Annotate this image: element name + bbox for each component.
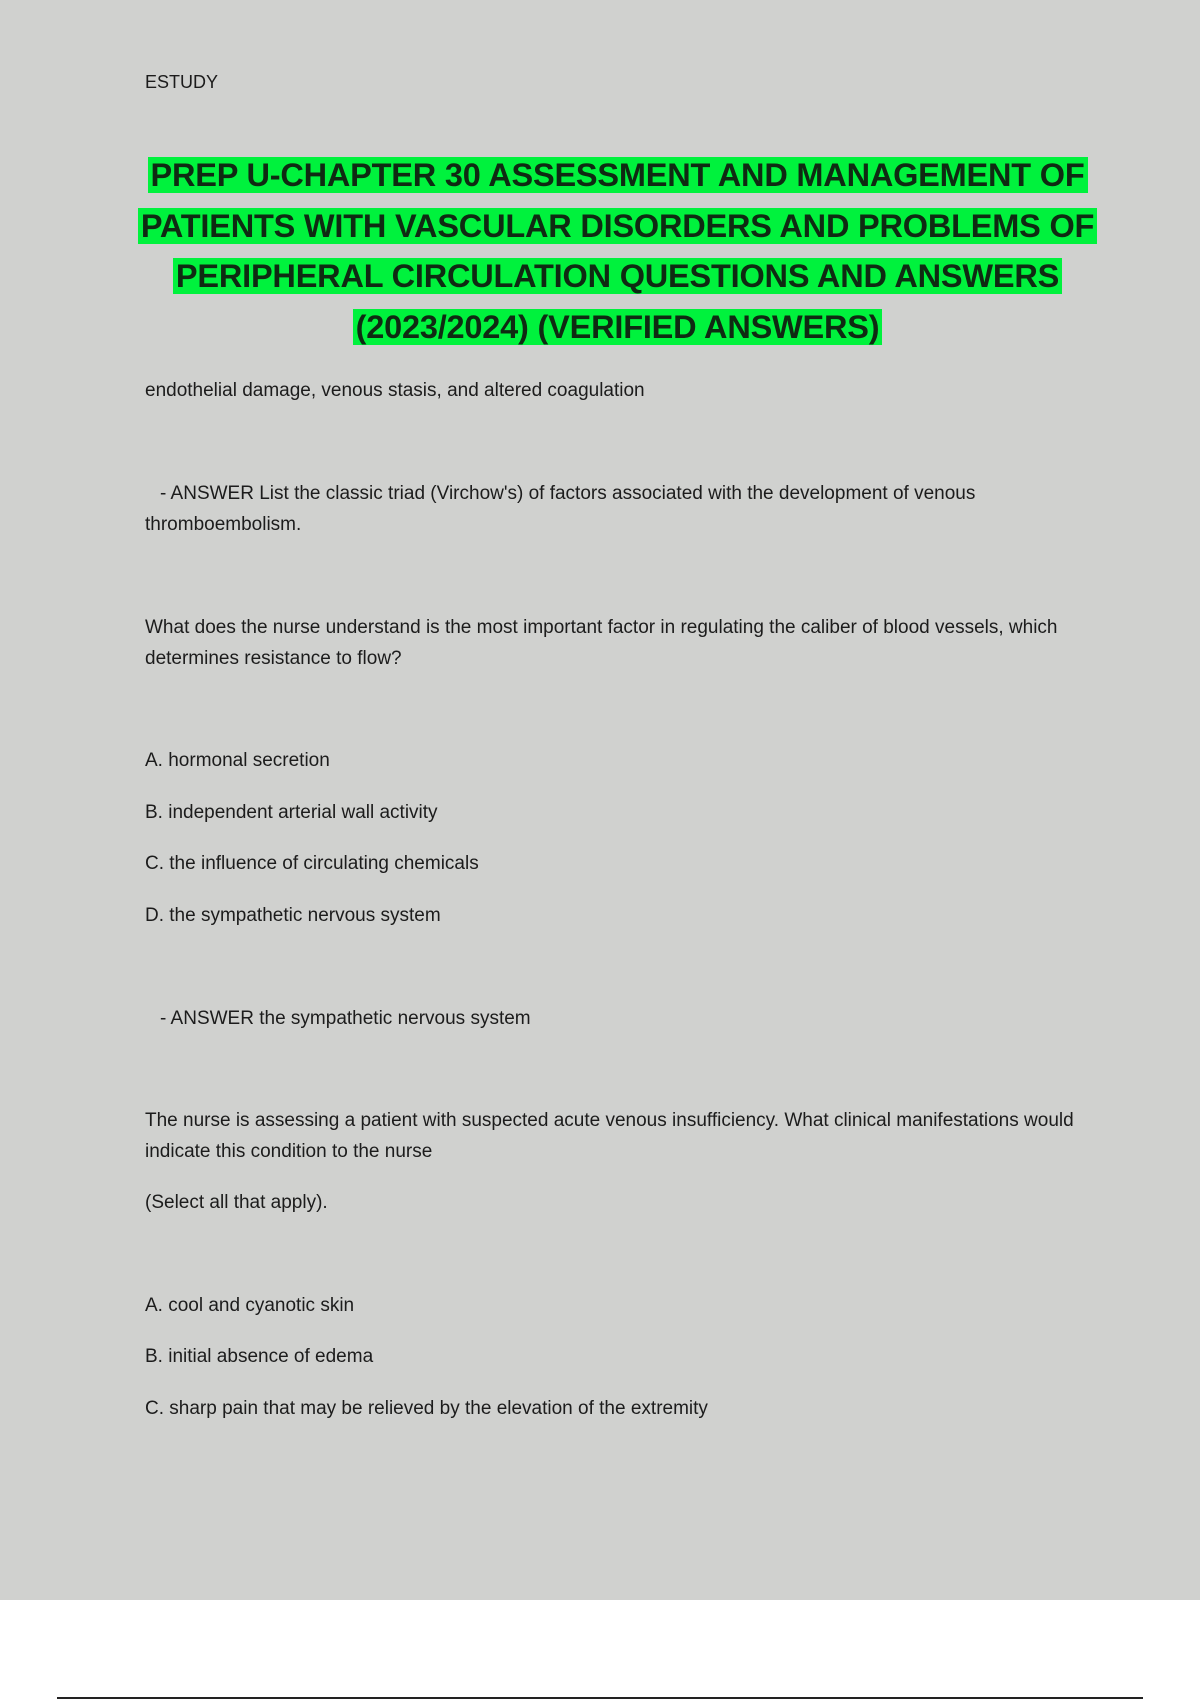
question-2: The nurse is assessing a patient with suspected acute venous insufficiency. What clinical manifestations would indicate this condition to the nurse [145,1110,1074,1162]
question-1-answer: - ANSWER the sympathetic nervous system [160,1008,531,1029]
question-2-option: B. initial absence of edema [145,1346,374,1367]
question-1-option: B. independent arterial wall activity [145,802,438,823]
question-2-option: C. sharp pain that may be relieved by the elevation of the extremity [145,1398,708,1419]
question-2-note: (Select all that apply). [145,1192,328,1213]
paragraph-triad-answer: endothelial damage, venous stasis, and altered coagulation [145,380,645,401]
title-line: PREP U-CHAPTER 30 ASSESSMENT AND MANAGEMENT OF [148,157,1088,193]
question-1-option: C. the influence of circulating chemicals [145,853,479,874]
question-1-option: D. the sympathetic nervous system [145,905,441,926]
title-line: PERIPHERAL CIRCULATION QUESTIONS AND ANSWERS [173,258,1062,294]
question-1: What does the nurse understand is the most important factor in regulating the caliber of blood vessels, which determines resistance to flow? [145,617,1058,669]
question-1-option: A. hormonal secretion [145,750,330,771]
paragraph-triad-question: - ANSWER List the classic triad (Virchow's) of factors associated with the development of venous thromboembolism. [145,483,976,535]
title-line: PATIENTS WITH VASCULAR DISORDERS AND PROBLEMS OF [138,208,1097,244]
header-label: ESTUDY [145,72,219,92]
title-line: (2023/2024) (VERIFIED ANSWERS) [353,309,883,345]
question-2-option: A. cool and cyanotic skin [145,1295,355,1316]
footer-divider [57,1697,1143,1699]
document-title [130,150,1105,352]
